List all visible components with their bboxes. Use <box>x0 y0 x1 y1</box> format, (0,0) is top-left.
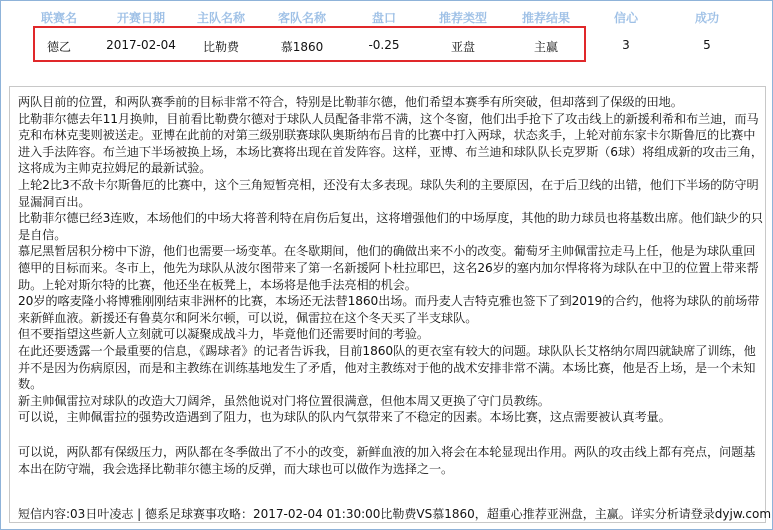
cell-start-date: 2017-02-04 <box>106 38 176 52</box>
cell-tip-result: 主赢 <box>533 40 559 54</box>
cell-home-team: 比勒费 <box>202 40 240 54</box>
header-handicap: 盘口 <box>371 11 397 25</box>
header-away-team: 客队名称 <box>277 11 327 25</box>
analysis-body: 两队目前的位置，和两队赛季前的目标非常不符合，特别是比勒菲尔德，他们希望本赛季有所突破，但却落到了保级的田地。 比勒菲尔德去年11月换帅，目前看比勒费尔德对于球队人员配备非常不满，这个冬窗，他们出手抢下了攻击线上的新援利希和布兰迪，而马克和布林克斐则被送走。亚博在此前的对第三级别联赛球队奥斯纳布吕肯的比赛中打入两球，状态炙手，上轮对前东家卡尔斯鲁厄的比赛中进入手法阵容。布兰迪下半场被换上场，本场比赛将出现在首发阵容。这样，亚博、布兰迪和球队队长克罗斯（6球）将组成新的攻击三角，这将成为主帅克拉姆尼的最新试验。 上轮2比3不敌卡尔斯鲁厄的比赛中，这个三角短暂亮相，还没有太多表现。球队失利的主要原因，在于后卫线的出错，他们下半场的防守明显漏洞百出。 比勒菲尔德已经3连败，本场他们的中场大将普利特在肩伤后复出，这将增强他们的中场厚度，其他的助力球员也将基数出席。他们缺少的只是自信。 慕尼黑暂居积分榜中下游，他们也需要一场变革。在冬歇期间，他们的确做出来不小的改变。葡萄牙主帅佩雷拉走马上任，他是为球队重回德甲的目标而来。冬市上，他先为球队从波尔图带来了第一名新援阿卜杜拉耶巴，这名26岁的塞内加尔悍将将为球队在中卫的位置上带来帮助。上轮对斯尔特的比赛，他还坐在板凳上，本场将是他手法亮相的机会。 20岁的喀麦隆小将博雅刚刚结束非洲杯的比赛，本场还无法替1860出场。而丹麦人吉特克雅也签下了到2019的合约，他将为球队的前场带来新鲜血液。新援还有鲁莫尔和阿米尔顿，可以说，佩雷拉在这个冬天买了半支球队。 但不要指望这些新人立刻就可以凝聚成战斗力，毕竟他们还需要时间的考验。 在此还要透露一个最重要的信息，《踢球者》的记者告诉我，目前1860队的更衣室有较大的问题。球队队长艾格纳尔周四就缺席了训练，他并不是因为伤病原因，而是和主教练在训练基地发生了矛盾，他对主教练对于他的战术安排非常不满。本场比赛，他是否上场，是一个未知数。 新主帅佩雷拉对球队的改造大刀阔斧，虽然他说对门将位置很满意，但他本周又更换了守门员教练。 可以说，主帅佩雷拉的强势改造遇到了阻力，也为球队的队内气氛带来了不稳定的因素。本场比赛，这点需要被认真考量。 <box>18 95 763 425</box>
cell-league: 德乙 <box>46 40 72 54</box>
header-confidence: 信心 <box>613 11 639 25</box>
cell-tip-type: 亚盘 <box>450 40 476 54</box>
analysis-article <box>9 86 772 523</box>
header-start-date: 开赛日期 <box>116 11 166 25</box>
table-header <box>1 9 773 27</box>
cell-success: 5 <box>703 38 711 52</box>
header-success: 成功 <box>694 11 720 25</box>
header-tip-result: 推荐结果 <box>521 11 571 25</box>
cell-away-team: 慕1860 <box>280 40 324 54</box>
header-home-team: 主队名称 <box>196 11 246 25</box>
sms-footer: 短信内容:03日叶凌志 | 德系足球赛事攻略：2017-02-04 01:30:00比勒费VS慕1860，超重心推荐亚洲盘，主赢。详实分析请登录dyjw.com <box>18 507 772 521</box>
analysis-conclusion: 可以说，两队都有保级压力，两队都在冬季做出了不小的改变，新鲜血液的加入将会在本轮显现出作用。两队的攻击线上都有亮点，问题基本出在防守端，我会选择比勒菲尔德主场的反弹，而大球也可以做作为选择之一。 <box>18 445 756 476</box>
cell-handicap: -0.25 <box>368 38 400 52</box>
header-tip-type: 推荐类型 <box>438 11 488 25</box>
header-league: 联赛名 <box>40 11 78 25</box>
cell-confidence: 3 <box>622 38 630 52</box>
